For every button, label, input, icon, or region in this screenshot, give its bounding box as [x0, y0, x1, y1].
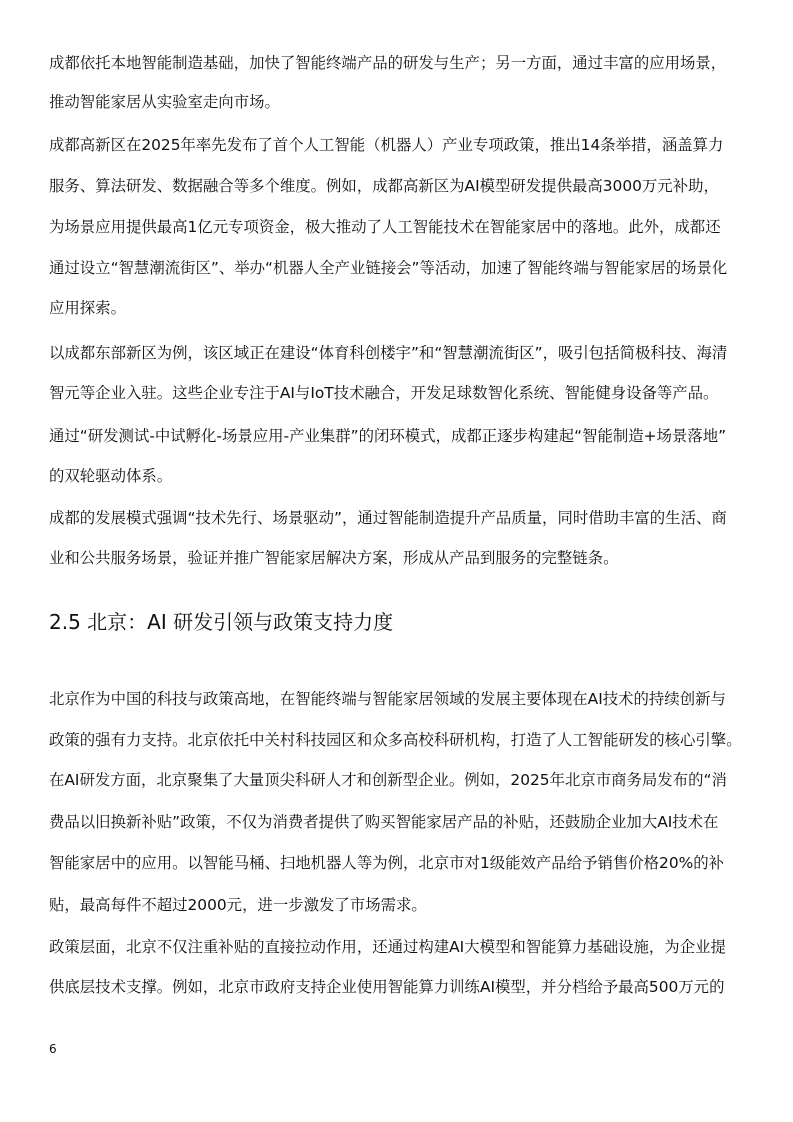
paragraph-line: 成都高新区在2025年率先发布了首个人工智能（机器人）产业专项政策，推出14条举措，涵盖算力 [49, 136, 724, 154]
paragraph-line: 贴，最高每件不超过2000元，进一步激发了市场需求。 [49, 896, 427, 914]
paragraph-line: 推动智能家居从实验室走向市场。 [49, 93, 280, 111]
paragraph-line: 政策层面，北京不仅注重补贴的直接拉动作用，还通过构建AI大模型和智能算力基础设施，为企业提 [49, 938, 726, 956]
paragraph-line: 智元等企业入驻。这些企业专注于AI与IoT技术融合，开发足球数智化系统、智能健身设备等产品。 [49, 384, 719, 402]
paragraph-line: 费品以旧换新补贴”政策，不仅为消费者提供了购买智能家居产品的补贴，还鼓励企业加大AI技术在 [49, 813, 719, 831]
paragraph-line: 的双轮驱动体系。 [49, 467, 173, 485]
paragraph-line: 成都的发展模式强调“技术先行、场景驱动”，通过智能制造提升产品质量，同时借助丰富的生活、商 [49, 509, 727, 527]
paragraph-line: 供底层技术支撑。例如，北京市政府支持企业使用智能算力训练AI模型，并分档给予最高500万元的 [49, 978, 725, 996]
page-number: 6 [49, 1042, 57, 1056]
paragraph-line: 业和公共服务场景，验证并推广智能家居解决方案，形成从产品到服务的完整链条。 [49, 549, 619, 567]
paragraph-line: 为场景应用提供最高1亿元专项资金，极大推动了人工智能技术在智能家居中的落地。此外，成都还 [49, 218, 721, 236]
paragraph-line: 应用探索。 [49, 299, 126, 317]
paragraph-line: 智能家居中的应用。以智能马桶、扫地机器人等为例，北京市对1级能效产品给予销售价格20%的补 [49, 854, 725, 872]
paragraph-line: 成都依托本地智能制造基础，加快了智能终端产品的研发与生产；另一方面，通过丰富的应用场景， [49, 54, 727, 72]
paragraph-line: 通过设立“智慧潮流街区”、举办“机器人全产业链接会”等活动，加速了智能终端与智能家居的场景化 [49, 259, 728, 277]
paragraph-line: 以成都东部新区为例，该区域正在建设“体育科创楼宇”和“智慧潮流街区”，吸引包括简极科技、海清 [49, 344, 728, 362]
paragraph-line: 服务、算法研发、数据融合等多个维度。例如，成都高新区为AI模型研发提供最高3000万元补助， [49, 177, 719, 195]
paragraph-line: 政策的强有力支持。北京依托中关村科技园区和众多高校科研机构，打造了人工智能研发的核心引擎。 [49, 731, 742, 749]
paragraph-line: 北京作为中国的科技与政策高地，在智能终端与智能家居领域的发展主要体现在AI技术的持续创新与 [49, 690, 726, 708]
paragraph-line: 通过“研发测试-中试孵化-场景应用-产业集群”的闭环模式，成都正逐步构建起“智能制造+场景落地” [49, 427, 727, 445]
paragraph-line: 在AI研发方面，北京聚集了大量顶尖科研人才和创新型企业。例如，2025年北京市商务局发布的“消 [49, 771, 727, 789]
section-heading: 2.5 北京：AI 研发引领与政策支持力度 [49, 610, 394, 634]
